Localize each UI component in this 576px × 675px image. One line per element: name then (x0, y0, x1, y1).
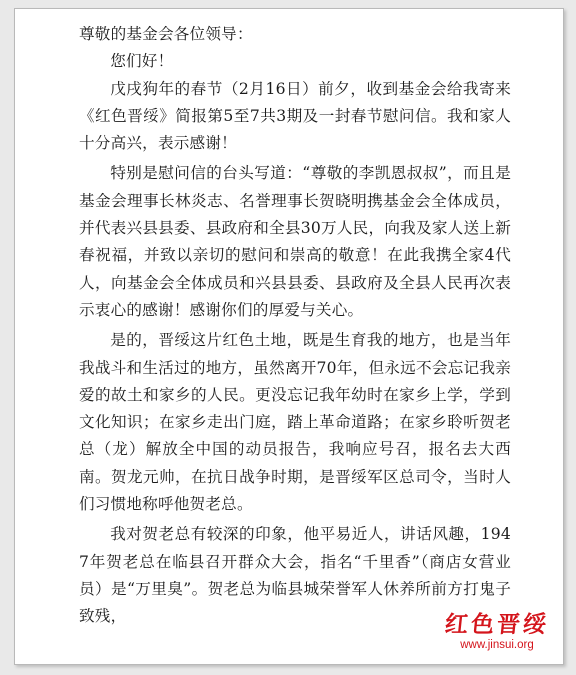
letter-paragraph-2: 特别是慰问信的台头写道：“尊敬的李凯恩叔叔”，而且是基金会理事长林炎志、名誉理事长贺晓明携基金会全体成员，并代表兴县县委、县政府和全县30万人民，向我及家人送上新春祝福，并致以亲切的慰问和崇高的敬意！在此我携全家4代人，向基金会全体成员和兴县县委、县政府及全县人民再次表示衷心的感谢！感谢你们的厚爱与关心。 (79, 164, 511, 319)
letter-greeting: 您们好！ (110, 52, 174, 71)
letter-paragraph-4: 我对贺老总有较深的印象，他平易近人，讲话风趣，1947年贺老总在临县召开群众大会，指名“千里香”（商店女营业员）是“万里臭”。贺老总为临县城荣誉军人休养所前方打鬼子致残， (79, 525, 511, 626)
letter-salutation: 尊敬的基金会各位领导： (79, 25, 253, 43)
letter-paragraph-1: 戊戌狗年的春节（2月16日）前夕，收到基金会给我寄来《红色晋绥》简报第5至7共3期及一封春节慰问信。我和家人十分高兴，表示感谢！ (79, 79, 511, 153)
letter-body (79, 21, 511, 631)
watermark-url: www.jinsui.org (460, 639, 534, 651)
site-watermark (445, 612, 549, 652)
watermark-logo-text: 红色晋绥 (443, 612, 551, 638)
letter-paragraph-3: 是的，晋绥这片红色土地，既是生育我的地方，也是当年我战斗和生活过的地方，虽然离开70年，但永远不会忘记我亲爱的故土和家乡的人民。更没忘记我年幼时在家乡上学，学到文化知识；在家乡走出门庭，踏上革命道路；在家乡聆听贺老总（龙）解放全中国的动员报告，我响应号召，报名去大西南。贺龙元帅，在抗日战争时期，是晋绥军区总司令，当时人们习惯地称呼他贺老总。 (79, 331, 511, 514)
scanned-letter-page (14, 8, 564, 665)
